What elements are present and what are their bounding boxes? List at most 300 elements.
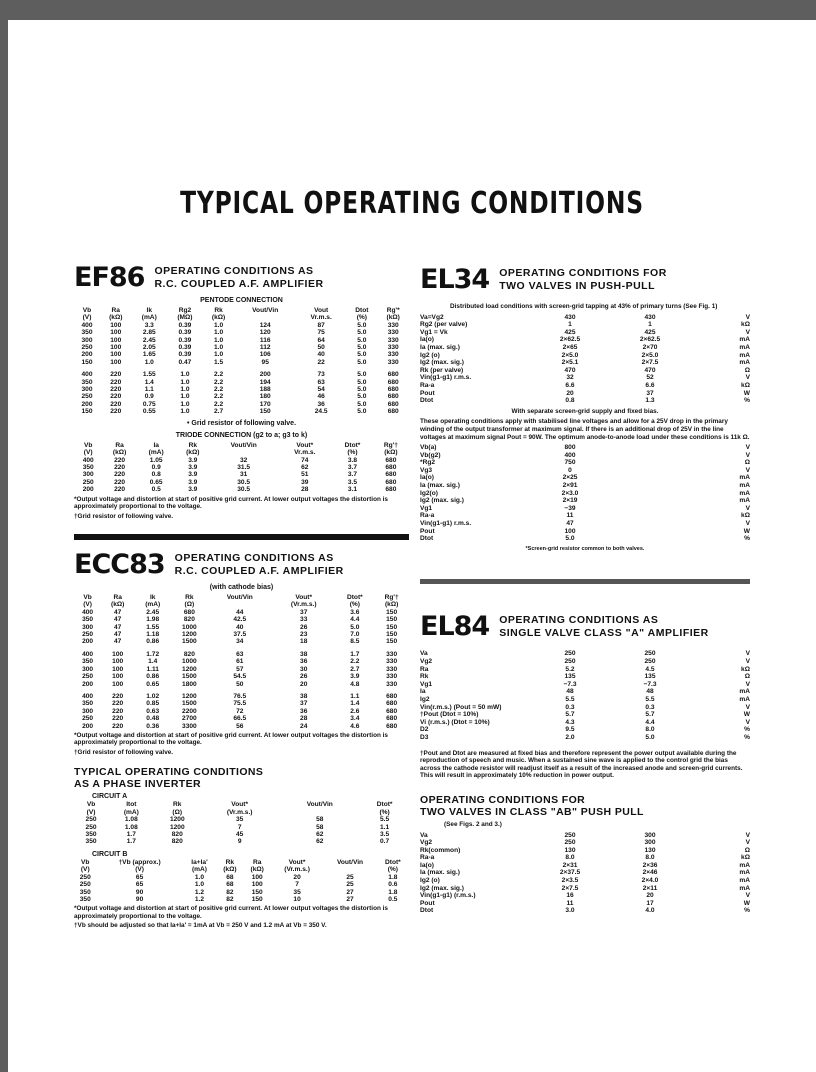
circuit-a-table <box>74 801 409 845</box>
ecc83-heading <box>74 550 409 580</box>
table-cell: 42.5 <box>233 616 247 624</box>
column-unit: (Ω) <box>184 601 195 609</box>
table-cell: 150 <box>251 895 263 903</box>
table-cell: 300 <box>82 471 94 479</box>
param-value: 1.3 <box>645 397 655 405</box>
table-cell: 220 <box>114 456 126 464</box>
column-header: Rk <box>214 307 223 314</box>
table-cell: 330 <box>387 351 399 359</box>
param-value: 6.6 <box>645 381 655 389</box>
phase-inverter-title-line: TYPICAL OPERATING CONDITIONS <box>74 766 264 779</box>
table-cell: 1.0 <box>180 386 190 394</box>
ecc83-table <box>74 594 409 730</box>
table-row <box>74 486 409 493</box>
table-cell: 820 <box>183 650 195 658</box>
table-cell: 5.0 <box>357 386 367 394</box>
param-unit: V <box>745 313 750 321</box>
table-cell: 25 <box>346 873 354 881</box>
table-cell: 3.6 <box>350 608 360 616</box>
param-label: Rg2 (per valve) <box>420 321 468 329</box>
el34-tube-name: EL34 <box>420 264 490 295</box>
table-row <box>74 457 409 464</box>
section-divider <box>420 579 750 584</box>
table-cell: 39 <box>301 478 309 486</box>
param-label: Va <box>420 650 428 658</box>
column-header: Rk <box>185 594 194 602</box>
param-value: 4.5 <box>645 665 655 673</box>
param-label: Ra <box>420 665 429 673</box>
table-cell: 68 <box>226 873 234 881</box>
table-cell: 0.8 <box>151 471 161 479</box>
column-header: Vout* <box>295 594 313 602</box>
table-cell: 38 <box>300 692 308 700</box>
param-row <box>420 673 750 681</box>
table-cell: 200 <box>81 351 93 359</box>
table-cell: 250 <box>85 823 97 831</box>
ef86-triode-note: *Output voltage and distortion at start of positive grid current. At lower output voltages the distortion is approximately proportional to the voltage. <box>74 495 388 511</box>
param-value: 9.5 <box>565 726 575 734</box>
column-header: Ia <box>153 441 159 449</box>
param-value: 470 <box>564 366 576 374</box>
param-label: Ra-a <box>420 854 435 862</box>
table-cell: 820 <box>171 838 183 846</box>
table-row <box>74 824 409 831</box>
param-row <box>420 696 750 704</box>
table-cell: 220 <box>110 393 122 401</box>
param-row <box>420 390 750 398</box>
table-row <box>74 723 409 730</box>
el84-ab-title-line: TWO VALVES IN CLASS "AB" PUSH PULL <box>420 805 644 818</box>
table-cell: 63 <box>317 378 325 386</box>
table-cell: 24 <box>300 722 308 730</box>
table-cell: 100 <box>112 680 124 688</box>
column-header: Vout/Vin <box>336 858 364 866</box>
column-unit: (kΩ) <box>112 449 127 457</box>
param-unit: Ω <box>744 459 750 467</box>
param-value: 4.0 <box>645 907 655 915</box>
table-cell: 1.4 <box>144 378 154 386</box>
param-value: 2×3.5 <box>561 877 579 885</box>
ef86-heading-text <box>154 265 323 291</box>
table-cell: 51 <box>301 471 309 479</box>
table-cell: 5.0 <box>357 408 367 416</box>
table-row <box>74 322 409 329</box>
table-cell: 300 <box>82 665 94 673</box>
param-label: Dtot <box>420 535 434 543</box>
table-cell: 188 <box>259 386 271 394</box>
table-cell: 0.85 <box>146 700 160 708</box>
param-value: 5.7 <box>645 711 655 719</box>
table-cell: 330 <box>387 358 399 366</box>
column-unit <box>234 314 296 321</box>
column-unit: (%) <box>379 808 390 816</box>
table-cell: 220 <box>110 408 122 416</box>
table-cell: 2700 <box>182 715 197 723</box>
table-cell: 1200 <box>169 816 185 824</box>
param-value: 2×62.5 <box>639 336 661 344</box>
table-cell: 5.0 <box>357 329 367 337</box>
table-cell: 0.86 <box>146 673 160 681</box>
param-value: 8.0 <box>645 854 655 862</box>
table-cell: 47 <box>114 608 122 616</box>
table-cell: 680 <box>386 692 398 700</box>
table-row <box>74 393 409 400</box>
param-value: 425 <box>644 328 656 336</box>
table-cell: 100 <box>110 358 122 366</box>
param-value: 250 <box>564 839 576 847</box>
table-cell: 87 <box>317 321 325 329</box>
param-unit: mA <box>739 351 750 359</box>
column-header: Ra <box>113 594 122 602</box>
param-value: 4.4 <box>645 718 655 726</box>
column-unit: (V) <box>135 866 144 874</box>
ecc83-heading-line: R.C. COUPLED A.F. AMPLIFIER <box>174 565 344 578</box>
table-cell: 10 <box>293 895 301 903</box>
unit-row <box>74 809 409 816</box>
table-cell: 680 <box>385 478 397 486</box>
table-cell: 400 <box>82 650 94 658</box>
table-cell: 1.72 <box>146 650 160 658</box>
column-unit: (V) <box>83 449 93 457</box>
right-column <box>420 265 750 915</box>
table-cell: 28 <box>300 715 308 723</box>
param-value: 100 <box>564 527 576 535</box>
param-label: Vg1 <box>420 680 433 688</box>
param-unit: kΩ <box>741 321 750 329</box>
table-cell: 9 <box>237 838 242 846</box>
phase-inverter-title <box>74 766 409 790</box>
table-cell: 120 <box>259 329 271 337</box>
param-unit: W <box>743 527 750 535</box>
table-cell: 4.6 <box>350 722 360 730</box>
table-cell: 7.0 <box>350 631 360 639</box>
param-label: Vin(g1-g1) r.m.s. <box>420 520 472 528</box>
table-row <box>74 609 409 616</box>
param-value: 47 <box>566 520 574 528</box>
param-label: Vin(r.m.s.) (Pout = 50 mW) <box>420 703 502 711</box>
el34-footnote: *Screen-grid resistor common to both valves. <box>525 545 645 552</box>
table-cell: 50 <box>236 680 244 688</box>
param-unit: Ω <box>744 366 750 374</box>
param-label: Ig2 (max. sig.) <box>420 359 464 367</box>
table-cell: 2.05 <box>142 344 156 352</box>
table-cell: 1000 <box>182 623 197 631</box>
table-cell: 680 <box>386 722 398 730</box>
el84-heading-line: OPERATING CONDITIONS AS <box>499 614 659 627</box>
table-cell: 330 <box>386 665 398 673</box>
header-row <box>74 442 409 449</box>
table-cell: 250 <box>82 673 94 681</box>
column-unit: (Ω) <box>172 808 183 816</box>
table-row <box>74 693 409 700</box>
param-label: Pout <box>420 389 435 397</box>
table-cell: 300 <box>82 707 94 715</box>
table-row <box>74 651 409 658</box>
table-cell: 90 <box>135 895 144 903</box>
table-row <box>74 359 409 366</box>
column-header: Vout/Vin <box>230 441 257 449</box>
param-row <box>420 862 750 870</box>
table-cell: 50 <box>317 344 325 352</box>
table-cell: 1200 <box>182 665 197 673</box>
table-cell: 300 <box>82 623 94 631</box>
column-unit <box>323 866 376 873</box>
table-cell: 1.1 <box>144 386 154 394</box>
column-unit: (kΩ) <box>223 866 237 874</box>
left-column <box>74 263 409 930</box>
param-label: Va=Vg2 <box>420 313 444 321</box>
param-unit: Ω <box>744 673 750 681</box>
phase-inverter-note: †Vb should be adjusted so that Ia+Ia' = 1mA at Vb = 250 V and 1.2 mA at Vb = 350 V. <box>74 922 327 930</box>
table-cell: 5.0 <box>357 393 367 401</box>
table-cell: 3.9 <box>188 471 198 479</box>
table-cell: 37 <box>300 608 308 616</box>
el84-heading <box>420 612 750 642</box>
param-unit: Ω <box>744 846 750 854</box>
table-cell: 1.11 <box>146 665 159 673</box>
table-cell: 194 <box>259 378 271 386</box>
table-cell: 1.08 <box>124 823 138 831</box>
column-header: Vb <box>82 307 92 314</box>
param-row <box>420 382 750 390</box>
table-cell: 180 <box>259 393 271 401</box>
table-cell: 22 <box>317 358 325 366</box>
param-unit: V <box>745 839 750 847</box>
param-unit: kΩ <box>741 381 750 389</box>
column-unit: (MΩ) <box>177 314 193 322</box>
param-unit: mA <box>739 497 750 505</box>
ecc83-note: *Output voltage and distortion at start of positive grid current. At lower output voltages the distortion is approximately proportional to the voltage. <box>74 731 388 747</box>
param-row <box>420 444 750 452</box>
table-cell: 0.5 <box>151 486 161 494</box>
param-label: Vin(g1-g1) r.m.s. <box>420 374 472 382</box>
column-unit: (V) <box>86 808 96 816</box>
table-cell: 1.0 <box>214 321 224 329</box>
param-label: Dtot <box>420 397 434 405</box>
table-cell: 1.4 <box>148 658 158 666</box>
table-cell: 1.18 <box>146 631 160 639</box>
param-unit: mA <box>739 482 750 490</box>
table-cell: 75.5 <box>233 700 247 708</box>
param-row <box>420 397 750 405</box>
param-row <box>420 726 750 734</box>
param-label: Va <box>420 831 428 839</box>
table-cell: 400 <box>82 456 94 464</box>
param-value: 425 <box>564 328 576 336</box>
table-cell: 47 <box>114 616 122 624</box>
ecc83-note: †Grid resistor of following valve. <box>74 748 174 756</box>
param-row <box>420 512 750 520</box>
table-cell: 680 <box>387 408 399 416</box>
table-cell: 220 <box>112 700 124 708</box>
param-row <box>420 900 750 908</box>
table-row <box>74 344 409 351</box>
table-cell: 0.9 <box>151 463 161 471</box>
param-row <box>420 520 750 528</box>
param-label: Rk(common) <box>420 846 461 854</box>
table-cell: 63 <box>236 650 244 658</box>
table-row <box>74 351 409 358</box>
table-cell: 3.9 <box>188 486 198 494</box>
param-row <box>420 336 750 344</box>
column-header: Ia+Ia' <box>191 858 208 866</box>
table-cell: 100 <box>110 344 122 352</box>
param-value: 2×31 <box>562 861 578 869</box>
table-cell: 82 <box>226 895 234 903</box>
table-cell: 820 <box>183 616 195 624</box>
table-cell: 1.8 <box>388 873 398 881</box>
param-label: Vg2 <box>420 658 433 665</box>
column-header: Vout* <box>296 441 314 449</box>
param-value: 20 <box>646 892 654 900</box>
table-row <box>74 371 409 378</box>
document-page <box>8 20 816 1072</box>
table-cell: 330 <box>386 658 398 666</box>
param-row <box>420 467 750 475</box>
ef86-heading-line: R.C. COUPLED A.F. AMPLIFIER <box>154 278 324 290</box>
el84-ab-title <box>420 794 750 818</box>
param-value: 3.0 <box>565 907 575 915</box>
table-cell: 1.0 <box>214 336 224 344</box>
table-cell: 0.47 <box>178 358 192 366</box>
param-label: Pout <box>420 899 435 907</box>
table-cell: 350 <box>81 378 93 386</box>
el34-heading <box>420 265 750 295</box>
table-cell: 300 <box>81 336 93 344</box>
table-cell: 820 <box>171 831 183 839</box>
table-cell: 150 <box>81 408 93 416</box>
param-row <box>420 474 750 482</box>
param-label: Vg1 <box>420 504 433 512</box>
param-value: 32 <box>566 374 574 382</box>
table-cell: 65 <box>135 873 144 881</box>
table-cell: 1000 <box>182 658 197 666</box>
table-cell: 5.0 <box>350 623 360 631</box>
param-unit: % <box>744 733 750 741</box>
column-unit: (%) <box>347 449 358 457</box>
param-value: 0 <box>568 466 572 474</box>
param-value: −7.3 <box>563 680 577 688</box>
table-row <box>74 889 409 896</box>
table-cell: 1.55 <box>146 623 160 631</box>
table-cell: 5.0 <box>357 378 367 386</box>
param-value: 800 <box>564 444 576 452</box>
param-unit: V <box>745 374 750 382</box>
table-cell: 1500 <box>182 638 197 646</box>
param-value: −39 <box>564 504 576 512</box>
ef86-grid-note: • Grid resistor of following valve. <box>186 419 297 427</box>
table-cell: 1.0 <box>180 408 190 416</box>
ecc83-heading-text <box>175 552 344 578</box>
table-cell: 0.65 <box>149 478 163 486</box>
table-row <box>74 715 409 722</box>
table-cell: 18 <box>300 638 308 646</box>
table-row <box>74 616 409 623</box>
table-cell: 54 <box>317 386 325 394</box>
section-divider <box>74 534 409 540</box>
param-label: Ig2(o) <box>420 489 438 497</box>
table-cell: 72 <box>236 707 244 715</box>
param-value: 11 <box>566 899 574 907</box>
table-cell: 1.0 <box>194 881 205 889</box>
param-label: Vb(g2) <box>420 451 441 459</box>
param-value: 4.3 <box>565 718 575 726</box>
ef86-pentode-title: PENTODE CONNECTION <box>200 297 283 304</box>
param-value: 17 <box>646 899 654 907</box>
table-cell: 75 <box>317 329 325 337</box>
param-value: 8.0 <box>565 854 575 862</box>
table-cell: 4.4 <box>350 616 360 624</box>
table-cell: 250 <box>82 631 94 639</box>
el84-ab-title-line: OPERATING CONDITIONS FOR <box>420 793 586 806</box>
table-cell: 27 <box>346 888 354 896</box>
column-unit: (mA) <box>191 866 207 874</box>
param-unit: mA <box>739 688 750 696</box>
table-row <box>74 479 409 486</box>
param-unit: % <box>744 907 750 915</box>
param-value: 2×7.5 <box>561 884 579 892</box>
table-cell: 1.0 <box>180 393 190 401</box>
table-cell: 7 <box>237 823 242 831</box>
unit-row <box>74 449 409 456</box>
ef86-triode-note: †Grid resistor of following valve. <box>74 512 174 520</box>
el34-heading-line: TWO VALVES IN PUSH-PULL <box>499 280 656 292</box>
table-cell: 36 <box>300 707 308 715</box>
param-value: 2×62.5 <box>559 336 581 344</box>
table-cell: 1.1 <box>350 692 360 700</box>
column-header: Rg'* <box>386 307 400 314</box>
param-label: Rk (per valve) <box>420 366 464 374</box>
el84-tube-name: EL84 <box>420 611 490 643</box>
el84-heading-line: SINGLE VALVE CLASS "A" AMPLIFIER <box>499 627 709 640</box>
param-value: 16 <box>566 892 574 900</box>
table-row <box>74 673 409 680</box>
param-row <box>420 505 750 513</box>
table-cell: 73 <box>317 371 325 379</box>
table-cell: 200 <box>259 371 271 379</box>
column-header: Vout/Vin <box>306 801 333 809</box>
table-cell: 2.45 <box>142 336 156 344</box>
param-label: Vi (r.m.s.) (Dtot = 10%) <box>420 718 490 726</box>
table-row <box>74 471 409 478</box>
ecc83-subheading: (with cathode bias) <box>209 584 274 592</box>
param-unit: mA <box>739 869 750 877</box>
table-cell: 30.5 <box>237 478 251 486</box>
table-cell: 56 <box>236 722 244 730</box>
table-cell: 1.55 <box>142 371 156 379</box>
column-header: Itot <box>126 801 137 809</box>
table-cell: 1.02 <box>146 692 160 700</box>
param-unit: V <box>745 444 750 452</box>
table-cell: 350 <box>81 329 93 337</box>
el84-ab-subtitle: (See Figs. 2 and 3.) <box>444 820 502 828</box>
table-cell: 3.5 <box>380 831 390 839</box>
param-value: 0.3 <box>645 703 655 711</box>
param-row <box>420 329 750 337</box>
table-cell: 40 <box>317 351 325 359</box>
column-unit <box>208 601 273 608</box>
param-value: 2×46 <box>642 869 658 877</box>
param-row <box>420 374 750 382</box>
param-label: Ig2 (max. sig.) <box>420 497 464 505</box>
param-value: 2×4.0 <box>641 877 659 885</box>
column-unit: (mA) <box>145 601 161 609</box>
phase-inverter-title-line: AS A PHASE INVERTER <box>74 778 202 791</box>
column-unit: (%) <box>387 866 398 874</box>
ef86-heading-line: OPERATING CONDITIONS AS <box>154 265 314 277</box>
header-row <box>74 801 409 808</box>
table-cell: 1.08 <box>124 816 138 824</box>
